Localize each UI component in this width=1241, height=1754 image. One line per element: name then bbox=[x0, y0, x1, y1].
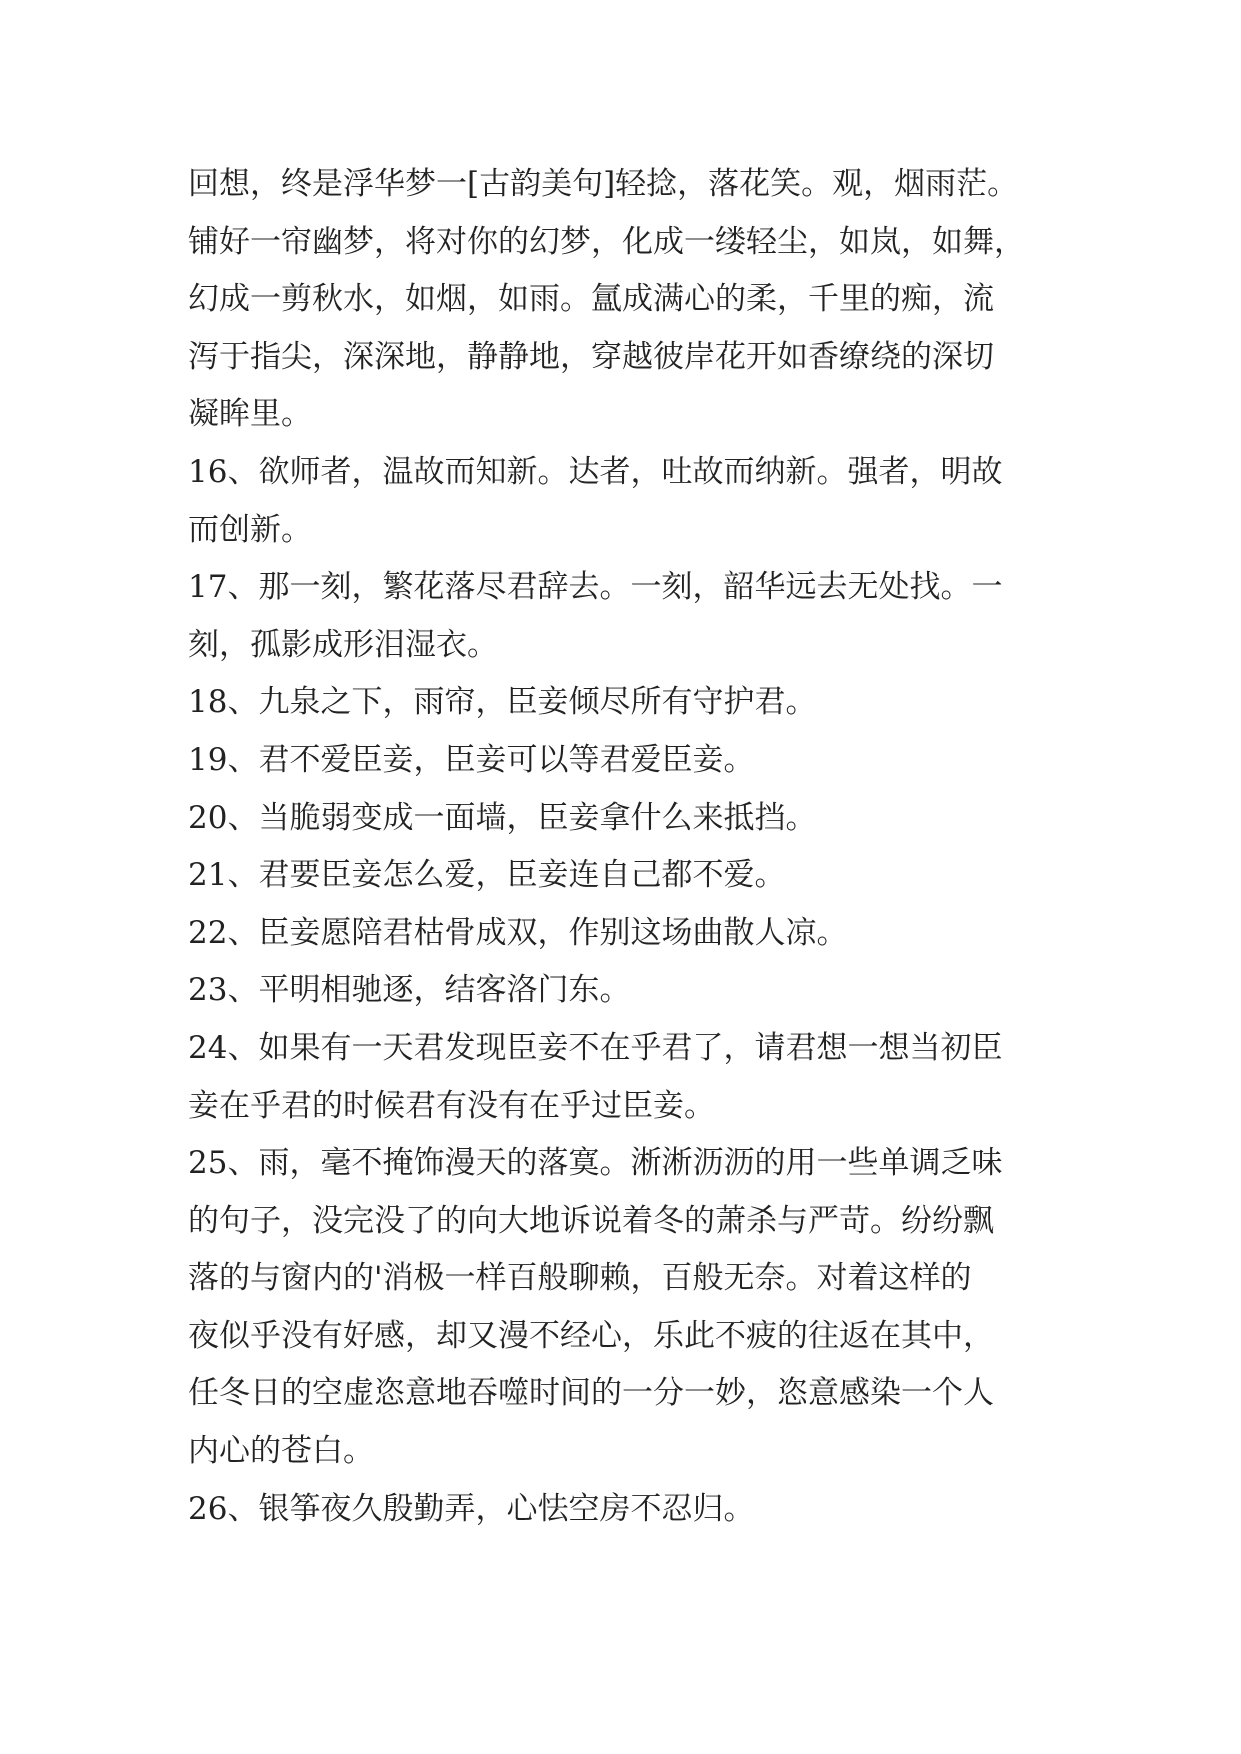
text-line: 16、欲师者，温故而知新。达者，吐故而纳新。强者，明故 bbox=[188, 453, 1003, 490]
paragraph-24 bbox=[188, 1020, 1068, 1135]
text-line: 任冬日的空虚恣意地吞噬时间的一分一妙，恣意感染一个人 bbox=[188, 1375, 994, 1412]
text-line: 落的与窗内的'消极一样百般聊赖，百般无奈。对着这样的 bbox=[188, 1260, 972, 1297]
text-line: 内心的苍白。 bbox=[188, 1433, 374, 1470]
paragraph-23 bbox=[188, 962, 1068, 1020]
paragraph-25 bbox=[188, 1135, 1068, 1481]
text-line: 23、平明相驰逐，结客洛门东。 bbox=[188, 972, 631, 1009]
text-line: 泻于指尖，深深地，静静地，穿越彼岸花开如香缭绕的深切 bbox=[188, 338, 994, 375]
text-line: 妾在乎君的时候君有没有在乎过臣妾。 bbox=[188, 1087, 715, 1124]
text-line: 17、那一刻，繁花落尽君辞去。一刻，韶华远去无处找。一 bbox=[188, 569, 1003, 606]
text-line: 24、如果有一天君发现臣妾不在乎君了，请君想一想当初臣 bbox=[188, 1029, 1003, 1066]
document-body bbox=[188, 156, 1068, 1538]
paragraph-22 bbox=[188, 905, 1068, 963]
text-line: 25、雨，毫不掩饰漫天的落寞。淅淅沥沥的用一些单调乏味 bbox=[188, 1145, 1003, 1182]
text-line: 20、当脆弱变成一面墙，臣妾拿什么来抵挡。 bbox=[188, 799, 817, 836]
text-line: 刻，孤影成形泪湿衣。 bbox=[188, 626, 498, 663]
paragraph-18 bbox=[188, 674, 1068, 732]
text-line: 19、君不爱臣妾，臣妾可以等君爱臣妾。 bbox=[188, 741, 755, 778]
text-line: 26、银筝夜久殷勤弄，心怯空房不忍归。 bbox=[188, 1490, 755, 1527]
paragraph-26 bbox=[188, 1481, 1068, 1539]
paragraph-intro bbox=[188, 156, 1068, 444]
text-line: 回想，终是浮华梦一[古韵美句]轻捻，落花笑。观，烟雨茫。 bbox=[188, 166, 1019, 202]
text-line: 18、九泉之下，雨帘，臣妾倾尽所有守护君。 bbox=[188, 684, 817, 721]
text-line: 铺好一帘幽梦，将对你的幻梦，化成一缕轻尘，如岚，如舞， bbox=[188, 223, 1025, 260]
paragraph-17 bbox=[188, 559, 1068, 674]
text-line: 幻成一剪秋水，如烟，如雨。氲成满心的柔，千里的痴，流 bbox=[188, 281, 994, 318]
paragraph-20 bbox=[188, 790, 1068, 848]
text-line: 而创新。 bbox=[188, 511, 312, 548]
text-line: 夜似乎没有好感，却又漫不经心，乐此不疲的往返在其中， bbox=[188, 1317, 994, 1354]
text-line: 21、君要臣妾怎么爱，臣妾连自己都不爱。 bbox=[188, 857, 786, 894]
paragraph-21 bbox=[188, 847, 1068, 905]
text-line: 凝眸里。 bbox=[188, 396, 312, 433]
paragraph-16 bbox=[188, 444, 1068, 559]
text-line: 22、臣妾愿陪君枯骨成双，作别这场曲散人凉。 bbox=[188, 914, 848, 951]
paragraph-19 bbox=[188, 732, 1068, 790]
text-line: 的句子，没完没了的向大地诉说着冬的萧杀与严苛。纷纷飘 bbox=[188, 1202, 994, 1239]
